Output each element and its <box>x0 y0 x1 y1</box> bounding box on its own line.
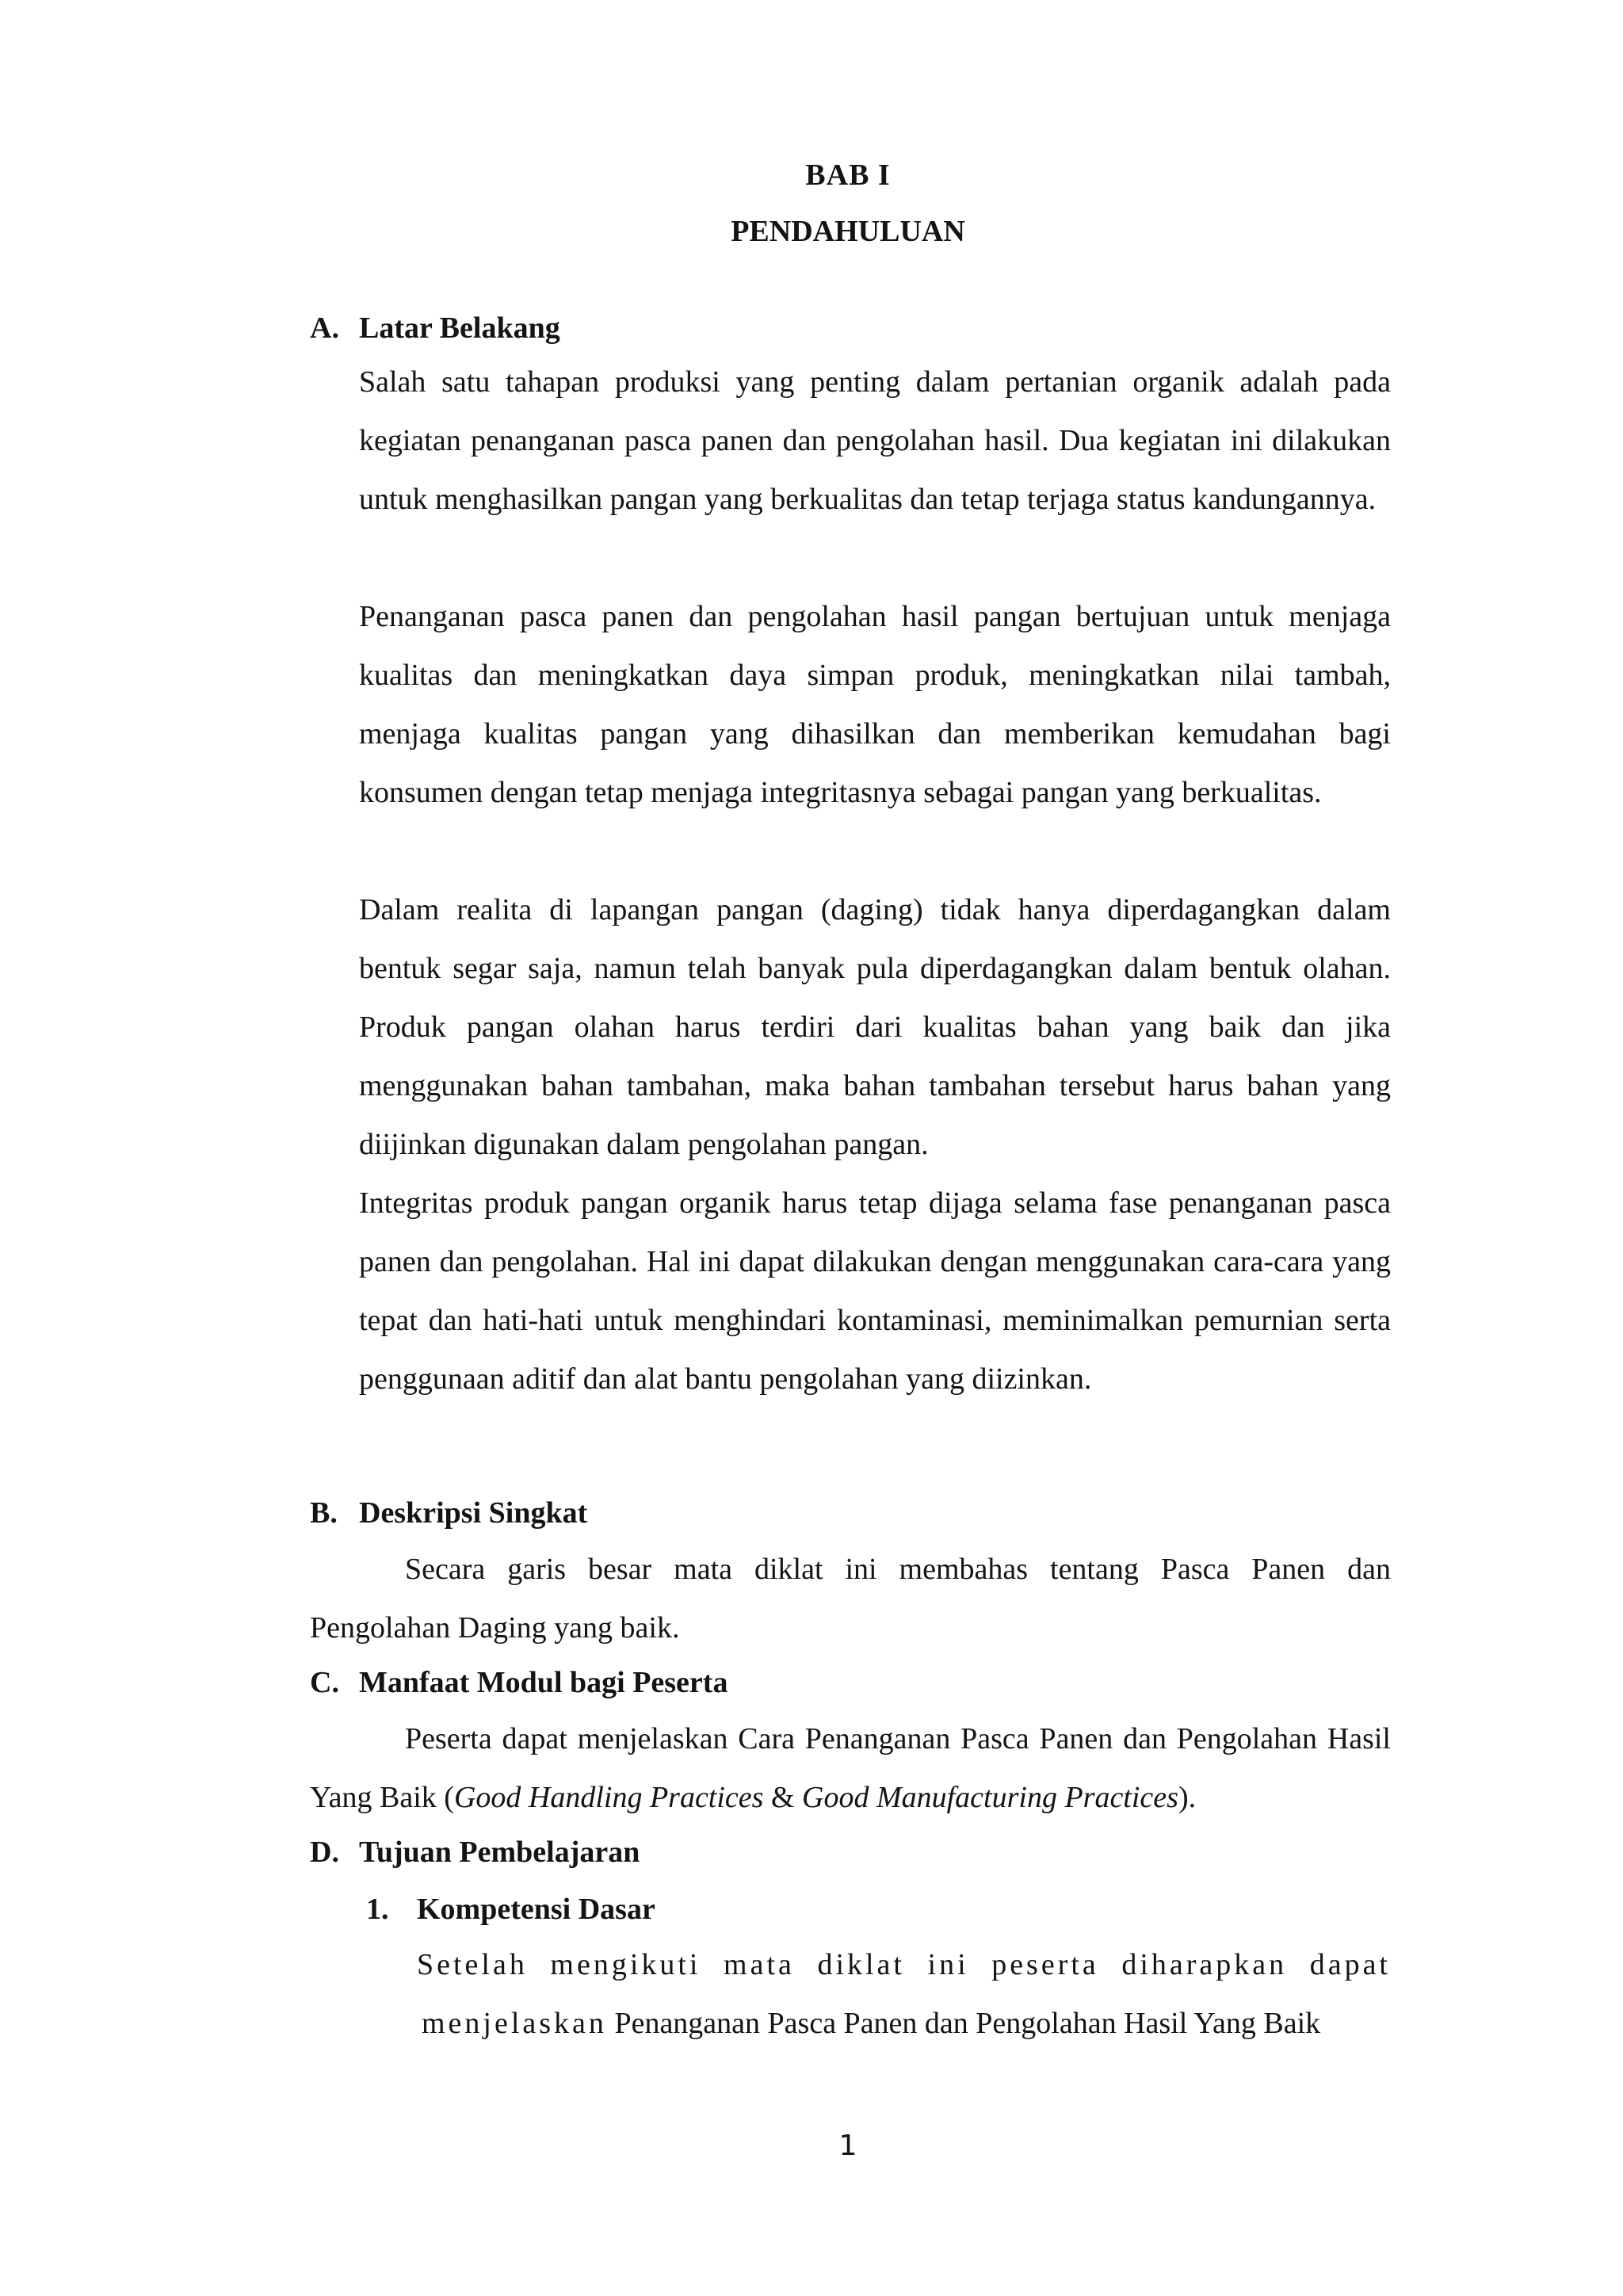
chapter-title: PENDAHULUAN <box>731 215 965 248</box>
section-a-paragraph-3: Dalam realita di lapangan pangan (daging) tidak hanya diperdagangkan dalam bentuk segar saja, namun telah banyak pula diperdagangkan dalam bentuk olahan. Produk pangan olahan harus terdiri dari kualitas bahan yang baik dan jika menggunakan bahan tambahan, maka bahan tambahan tersebut harus bahan yang diijinkan digunakan dalam pengolahan pangan. <box>359 893 1391 1161</box>
section-c-marker: C. <box>310 1666 339 1699</box>
page-number: 1 <box>838 2130 857 2162</box>
section-b-paragraph: Secara garis besar mata diklat ini membahas tentang Pasca Panen dan Pengolahan Daging yang baik. <box>310 1553 1391 1645</box>
section-c-text-mid: & <box>763 1781 803 1814</box>
subsection-1-title: Kompetensi Dasar <box>417 1893 655 1926</box>
section-c-text-start: Peserta dapat menjelaskan Cara Penanganan Pasca Panen dan Pengolahan Hasil Yang Baik ( <box>310 1722 1391 1814</box>
section-b-title: Deskripsi Singkat <box>359 1496 588 1530</box>
section-b-marker: B. <box>310 1496 338 1530</box>
section-a-paragraph-2: Penanganan pasca panen dan pengolahan hasil pangan bertujuan untuk menjaga kualitas dan meningkatkan daya simpan produk, meningkatkan nilai tambah, menjaga kualitas pangan yang dihasilkan dan memberikan kemudahan bagi konsumen dengan tetap menjaga integritasnya sebagai pangan yang berkualitas. <box>359 600 1391 809</box>
subsection-1-line-2-rest: Penanganan Pasca Panen dan Pengolahan Hasil Yang Baik <box>606 2007 1321 2040</box>
subsection-1-line-1: Setelah mengikuti mata diklat ini peserta diharapkan dapat <box>417 1948 1391 1981</box>
section-a-paragraph-4: Integritas produk pangan organik harus tetap dijaga selama fase penanganan pasca panen dan pengolahan. Hal ini dapat dilakukan dengan menggunakan cara-cara yang tepat dan hati-hati untuk menghindari kontaminasi, meminimalkan pemurnian serta penggunaan aditif dan alat bantu pengolahan yang diizinkan. <box>359 1186 1391 1396</box>
subsection-1-line-2 <box>422 1994 1391 2053</box>
subsection-1-line-2-spaced: menjelaskan <box>422 2007 607 2040</box>
subsection-1-marker: 1. <box>366 1893 389 1926</box>
section-c-paragraph <box>310 1710 1391 1827</box>
section-a-marker: A. <box>310 311 339 345</box>
section-c-text-end: ). <box>1178 1781 1197 1814</box>
section-c-italic-ghp: Good Handling Practices <box>453 1781 764 1814</box>
chapter-number: BAB I <box>805 159 891 192</box>
section-d-title: Tujuan Pembelajaran <box>359 1836 640 1869</box>
section-a-title: Latar Belakang <box>359 311 560 345</box>
section-c-title: Manfaat Modul bagi Peserta <box>359 1666 728 1699</box>
section-c-italic-gmp: Good Manufacturing Practices <box>802 1781 1178 1814</box>
section-d-marker: D. <box>310 1836 339 1869</box>
section-a-paragraph-1: Salah satu tahapan produksi yang penting dalam pertanian organik adalah pada kegiatan penanganan pasca panen dan pengolahan hasil. Dua kegiatan ini dilakukan untuk menghasilkan pangan yang berkualitas dan tetap terjaga status kandungannya. <box>359 365 1391 516</box>
